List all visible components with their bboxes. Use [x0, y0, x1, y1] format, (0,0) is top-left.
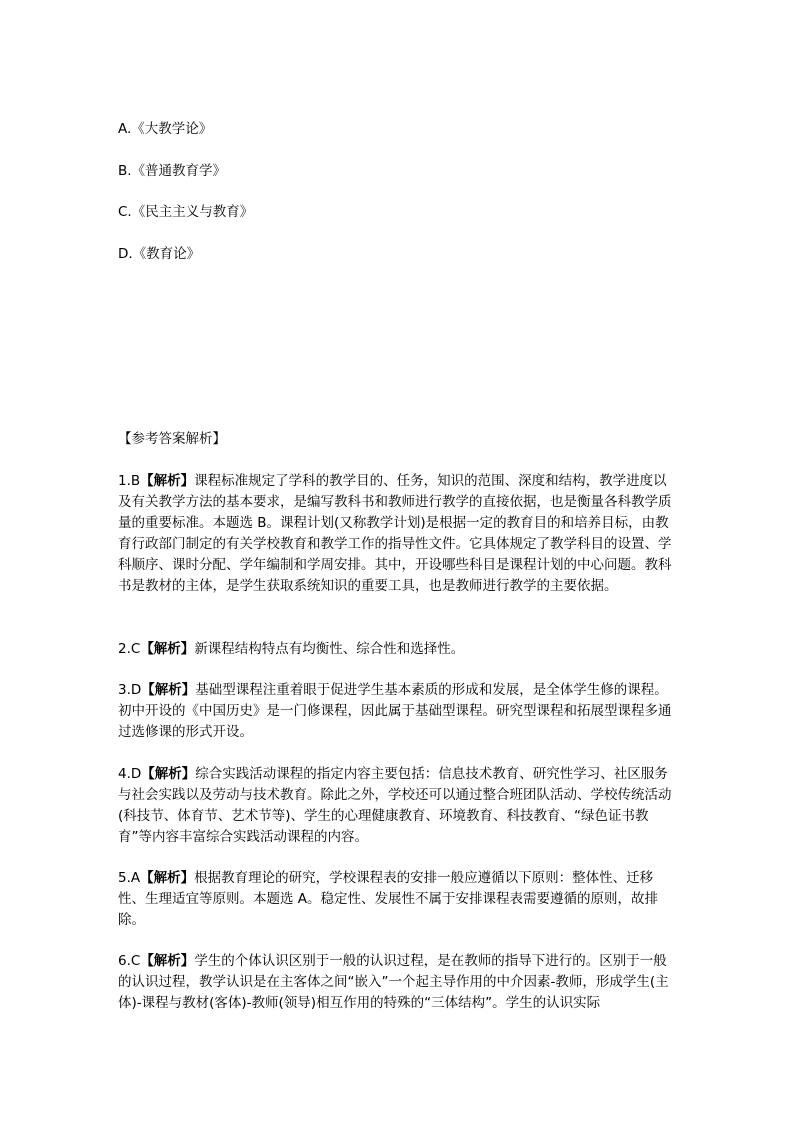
answer-number: 2.C: [118, 641, 141, 657]
answer-4: [118, 764, 680, 848]
answer-text: 课程标准规定了学科的教学目的、任务，知识的范围、深度和结构，教学进度以及有关教学方法的基本要求，是编写教科书和教师进行教学的直接依据，也是衡量各科教学质量的重要标准。本题选 B。课程计划(又称教学计划)是根据一定的教育目的和培养目标，由教育行政部门制定的有关学校教育和教学工作的指导性文件。它具体规定了教学科目的设置、学科顺序、课时分配、学年编制和学周安排。其中，开设哪些科目是课程计划的中心问题。教科书是教材的主体，是学生获取系统知识的重要工具，也是教师进行教学的主要依据。: [118, 473, 672, 594]
answer-text: 基础型课程注重着眼于促进学生基本素质的形成和发展，是全体学生修的课程。初中开设的《中国历史》是一门修课程，因此属于基础型课程。研究型课程和拓展型课程多通过选修课的形式开设。: [118, 682, 672, 740]
option-b: [118, 162, 226, 180]
answer-section-title: 【参考答案解析】: [118, 431, 226, 447]
answer-number: 5.A: [118, 870, 141, 886]
answer-tag: 【解析】: [141, 682, 196, 698]
option-d: [118, 245, 200, 263]
answer-1: [118, 471, 680, 597]
option-text: 《教育论》: [132, 246, 201, 262]
option-letter: A.: [118, 121, 132, 137]
answer-3: [118, 680, 680, 743]
answer-5: [118, 868, 680, 931]
option-text: 《民主主义与教育》: [131, 204, 254, 220]
option-text: 《普通教育学》: [131, 163, 227, 179]
option-letter: C.: [118, 204, 132, 220]
option-a: [118, 120, 212, 138]
answer-text: 综合实践活动课程的指定内容主要包括：信息技术教育、研究性学习、社区服务与社会实践以及劳动与技术教育。除此之外，学校还可以通过整合班团队活动、学校传统活动(科技节、体育节、艺术节等)、学生的心理健康教育、环境教育、科技教育、“绿色证书教育”等内容丰富综合实践活动课程的内容。: [118, 766, 672, 845]
answer-text: 学生的个体认识区别于一般的认识过程，是在教师的指导下进行的。区别于一般的认识过程，教学认识是在主客体之间“嵌入”一个起主导作用的中介因素-教师，形成学生(主体)-课程与教材(客体)-教师(领导)相互作用的特殊的“三体结构”。学生的认识实际: [118, 953, 669, 1011]
answer-text: 新课程结构特点有均衡性、综合性和选择性。: [194, 641, 465, 657]
answer-tag: 【解析】: [140, 473, 195, 489]
answer-number: 4.D: [118, 766, 142, 782]
option-letter: D.: [118, 246, 133, 262]
answer-tag: 【解析】: [140, 870, 195, 886]
answer-number: 3.D: [118, 682, 142, 698]
answer-2: [118, 639, 680, 660]
answer-tag: 【解析】: [141, 766, 196, 782]
answer-number: 1.B: [118, 473, 141, 489]
option-letter: B.: [118, 163, 132, 179]
option-text: 《大教学论》: [131, 121, 213, 137]
answer-tag: 【解析】: [140, 641, 195, 657]
answer-6: [118, 951, 680, 1014]
answer-text: 根据教育理论的研究，学校课程表的安排一般应遵循以下原则：整体性、迁移性、生理适宜等原则。本题选 A。稳定性、发展性不属于安排课程表需要遵循的原则，故排除。: [118, 870, 659, 928]
answer-tag: 【解析】: [140, 953, 195, 969]
answer-number: 6.C: [118, 953, 141, 969]
option-c: [118, 203, 253, 221]
